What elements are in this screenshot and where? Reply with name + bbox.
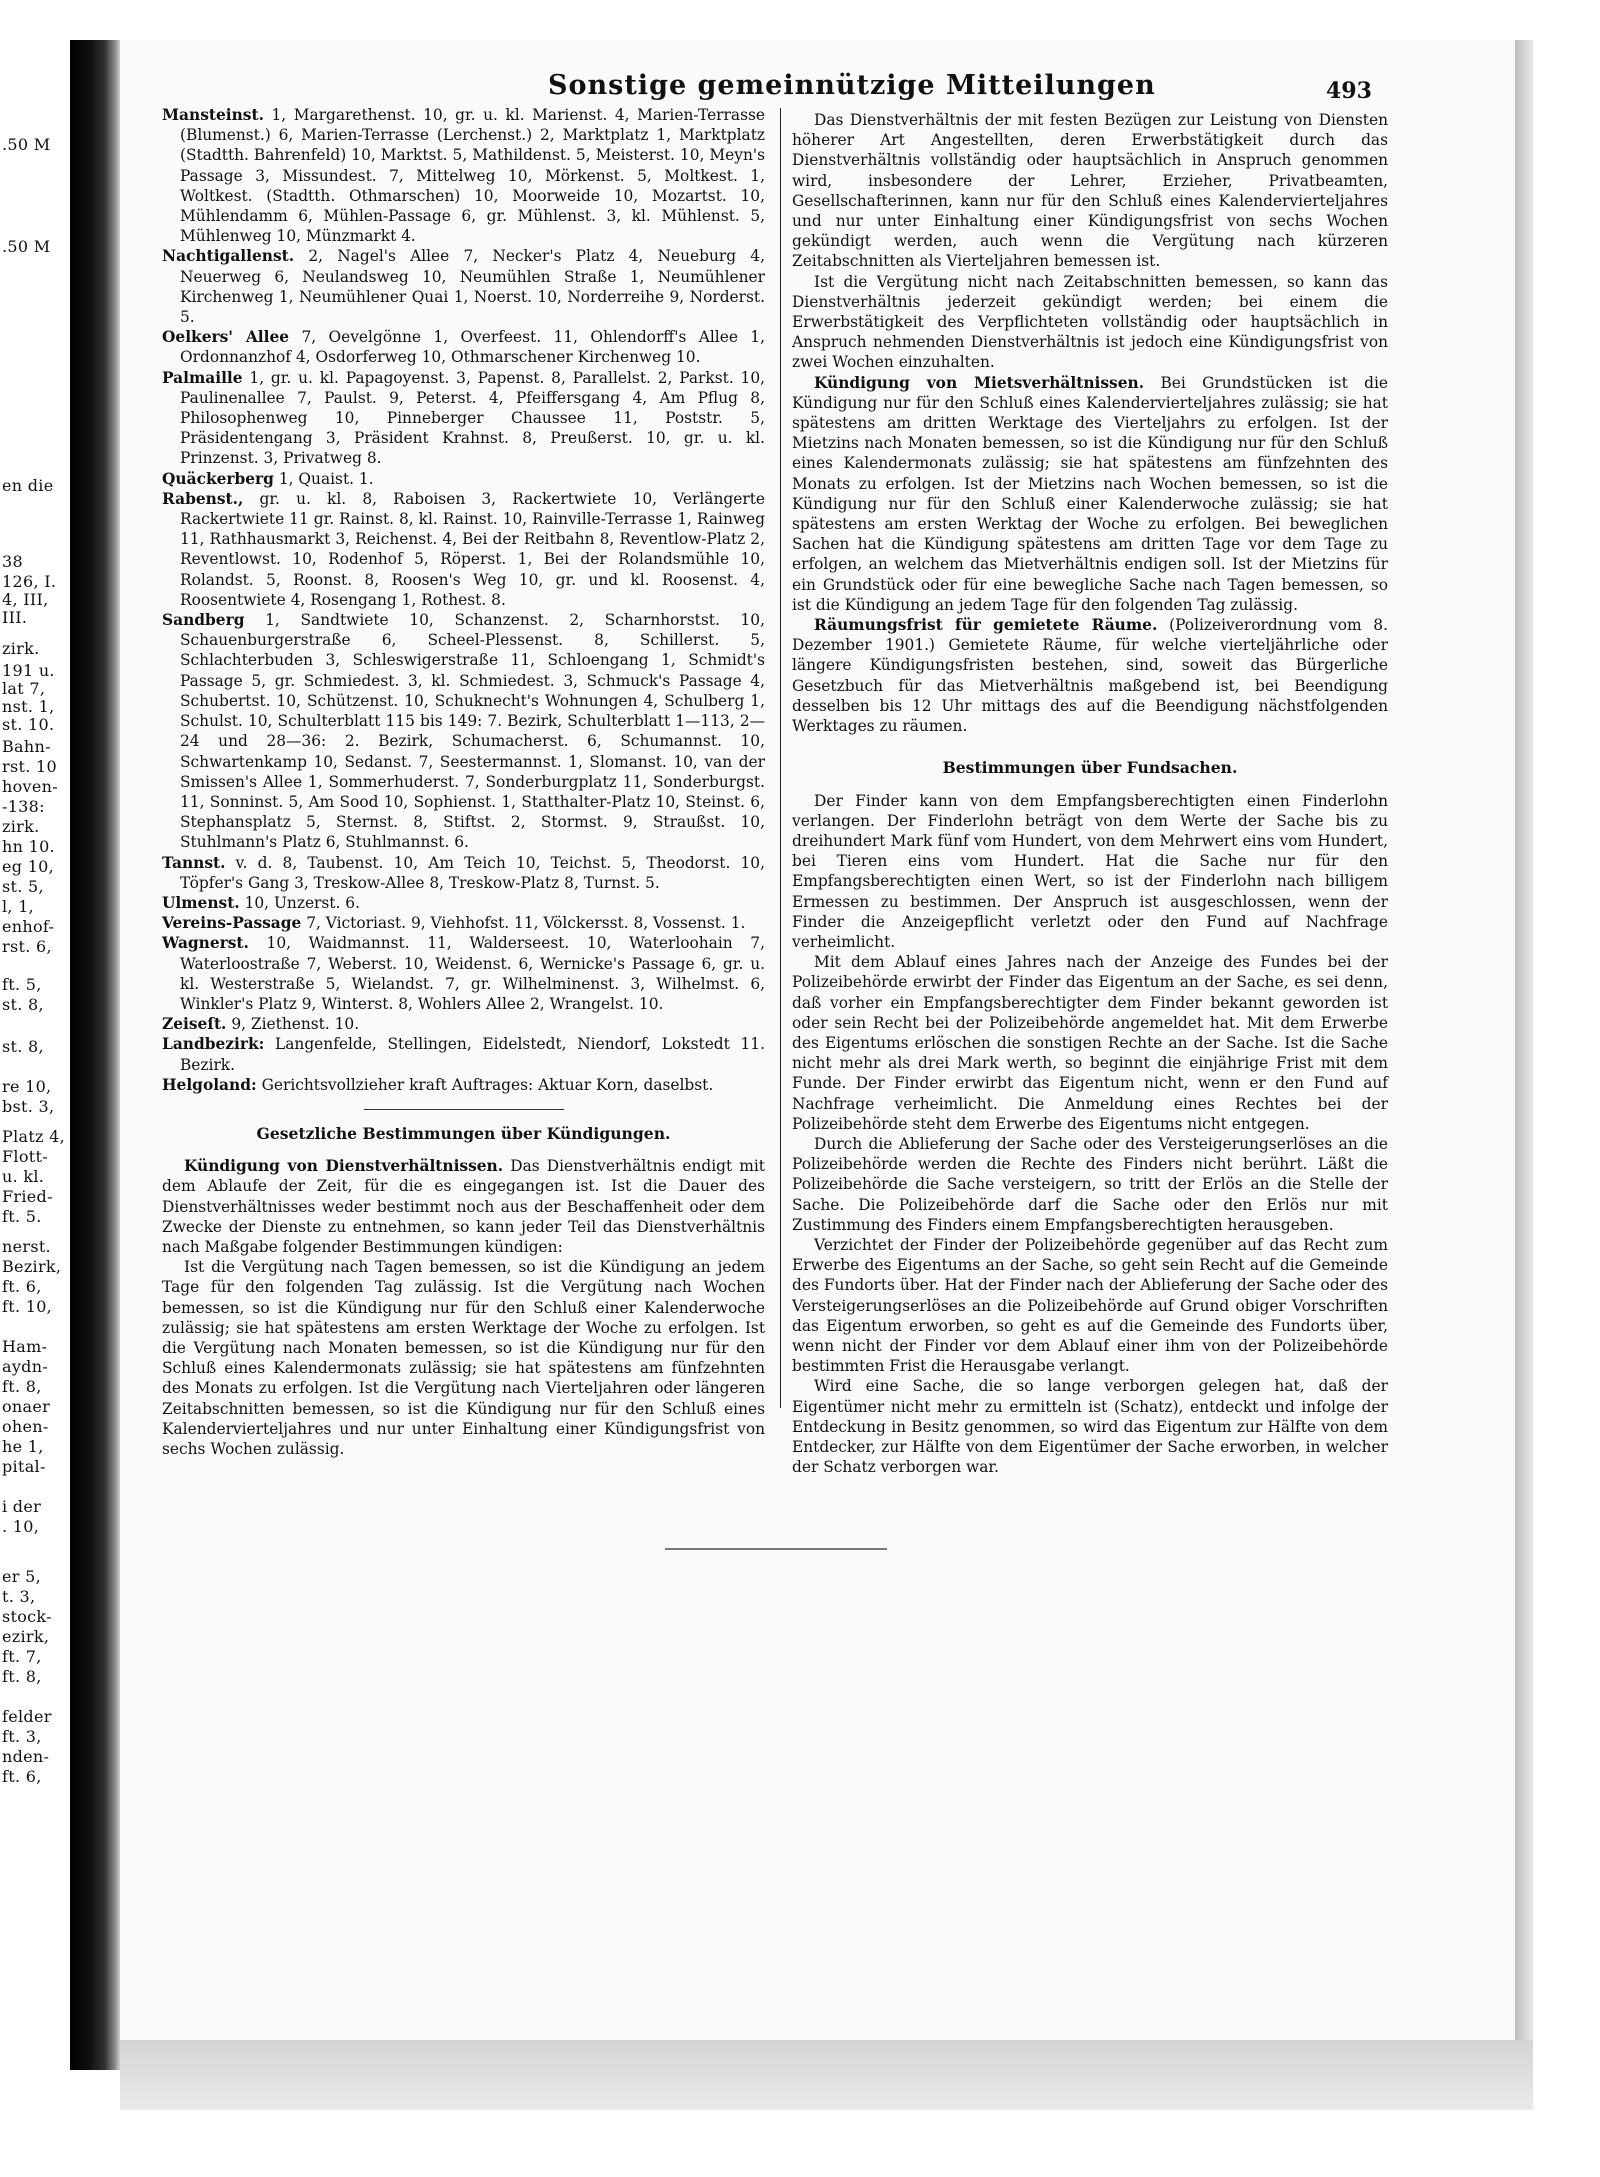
previous-page-fragment: st. 5,: [2, 877, 44, 896]
entry-lead: Rabenst.,: [162, 489, 244, 508]
previous-page-fragment: Ham-: [2, 1337, 48, 1356]
previous-page-fragment: ft. 8,: [2, 1377, 42, 1396]
entry-lead: Zeiseſt.: [162, 1015, 227, 1034]
entry-lead: Wagnerst.: [162, 934, 249, 953]
previous-page-fragment: nden-: [2, 1747, 50, 1766]
running-header-title: Sonstige gemeinnützige Mitteilungen: [548, 70, 1156, 101]
paragraph-text: Das Dienstverhältnis endigt mit dem Ablaufe der Zeit, für die es eingegangen ist. Ist die Dauer des Dienstverhältnisses weder bestimmt noch aus der Beschaffenheit oder dem Zwecke der Dienste zu entnehmen, so kann jeder Teil das Dienstverhältnis nach Maßgabe folgender Bestimmungen kündigen:: [162, 1157, 765, 1256]
previous-page-fragment: hn 10.: [2, 837, 55, 856]
paragraph-heading: Räumungsfrist für gemietete Räume.: [814, 616, 1158, 635]
entry-text: 7, Victoriast. 9, Viehhofst. 11, Völckersst. 8, Vossenst. 1.: [306, 914, 746, 933]
address-entry: [162, 469, 765, 489]
body-paragraph: [792, 1235, 1388, 1376]
previous-page-fragment: i der: [2, 1497, 42, 1516]
entry-lead: Helgoland:: [162, 1075, 257, 1094]
previous-page-fragment: ft. 7,: [2, 1647, 42, 1666]
address-entry: [162, 610, 765, 852]
body-paragraph: [162, 1257, 765, 1459]
previous-page-fragment: ohen-: [2, 1417, 49, 1436]
previous-page-fragment: en die: [2, 476, 54, 495]
entry-lead: Ulmenst.: [162, 893, 240, 912]
address-entry: [162, 1034, 765, 1074]
previous-page-fragment: Platz 4,: [2, 1127, 66, 1146]
previous-page-fragment: ft. 5.: [2, 1207, 42, 1226]
entry-text: Gerichtsvollzieher kraft Auftrages: Aktuar Korn, daselbst.: [261, 1075, 714, 1094]
previous-page-fragment: st. 8,: [2, 995, 44, 1014]
previous-page-fragment: aydn-: [2, 1357, 49, 1376]
body-paragraph: [162, 1156, 765, 1257]
entry-lead: Nachtigallenst.: [162, 247, 295, 266]
body-paragraph: [792, 1376, 1388, 1477]
previous-page-fragment: enhof-: [2, 917, 55, 936]
paragraph-text: Verzichtet der Finder der Polizeibehörde gegenüber auf das Recht zum Erwerbe des Eigentums an der Sache, so geht sein Recht auf die Gemeinde des Fundorts über. Hat der Finder nach der Ablieferung der Sache oder des Versteigerungserlöses an die Polizeibehörde auf Grund obiger Vorschriften das Eigentum erworben, so geht es auf die Gemeinde des Fundorts über, wenn nicht der Finder vor dem Ablauf einer ihm von der Polizeibehörde bestimmten Frist die Herausgabe verlangt.: [792, 1235, 1388, 1376]
previous-page-fragment: zirk.: [2, 639, 40, 658]
address-entry: [162, 489, 765, 610]
previous-page-fragment: ft. 10,: [2, 1297, 53, 1316]
previous-page-fragment: re 10,: [2, 1077, 52, 1096]
previous-page-fragment: eg 10,: [2, 857, 55, 876]
entry-text: 7, Oevelgönne 1, Overfeest. 11, Ohlendorff's Allee 1, Ordonnanzhof 4, Osdorferweg 10, Othmarschener Kirchenweg 10.: [180, 328, 765, 367]
previous-page-fragment: nst. 1,: [2, 697, 55, 716]
paragraph-text: Wird eine Sache, die so lange verborgen gelegen hat, daß der Eigentümer nicht mehr zu ermitteln ist (Schatz), entdeckt und infolge der Entdeckung in Besitz genommen, so wird das Eigentum zur Hälfte von dem Entdecker, zur Hälfte von dem Eigentümer der Sache erworben, in welcher der Schatz verborgen war.: [792, 1377, 1388, 1477]
previous-page-fragment: u. kl.: [2, 1167, 45, 1186]
entry-text: 1, gr. u. kl. Papagoyenst. 3, Papenst. 8, Parallelst. 2, Parkst. 10, Paulinenallee 7, Paulst. 9, Peterst. 4, Pfeiffersgang 4, Am Pflug 8, Philosophenweg 10, Pinneberger Chaussee 11, Poststr. 5, Präsidentengang 3, Präsident Krahnst. 8, Preußerst. 10, gr. u. kl. Prinzenst. 3, Privatweg 8.: [180, 368, 765, 468]
previous-page-fragment: rst. 6,: [2, 937, 52, 956]
address-entry: [162, 246, 765, 327]
previous-page-fragment: 126, I.: [2, 572, 57, 591]
entry-text: 1, Sandtwiete 10, Schanzenst. 2, Scharnhorstst. 10, Schauenburgerstraße 6, Scheel-Plessenst. 8, Schillerst. 5, Schlachterbuden 3, Schleswigerstraße 11, Schloengang 1, Schmidt's Passage 5, gr. Schmiedest. 3, kl. Schmiedest. 3, Schmuck's Passage 4, Schubertst. 10, Schützenst. 10, Schuknecht's Wohnungen 4, Schulberg 1, Schulst. 10, Schulterblatt 115 bis 149: 7. Bezirk, Schulterblatt 1—113, 2—24 und 28—36: 2. Bezirk, Schumacherst. 6, Schumannst. 10, Schwartenkamp 10, Sedanst. 7, Seestermannst. 1, Slomanst. 10, van der Smissen's Allee 1, Sommerhuderst. 7, Sonderburgplatz 11, Sonderburgst. 11, Sonninst. 5, Am Sood 10, Sophienst. 1, Statthalter-Platz 10, Steinst. 6, Stephansplatz 5, Sternst. 8, Stiftst. 2, Stormst. 9, Straußst. 10, Stuhlmann's Platz 6, Stuhlmannst. 6.: [180, 611, 765, 852]
address-entry: [162, 368, 765, 469]
previous-page-fragment: 4, III,: [2, 590, 49, 609]
previous-page-fragment: felder: [2, 1707, 52, 1726]
entry-text: 1, Margarethenst. 10, gr. u. kl. Marienst. 4, Marien-Terrasse (Blumenst.) 6, Marien-Terrasse (Lerchenst.) 2, Marktplatz 1, Marktplatz (Stadtth. Bahrenfeld) 10, Marktst. 5, Mathildenst. 5, Meisterst. 10, Meyn's Passage 3, Missundest. 7, Mittelweg 10, Mörkenst. 5, Moltkest. 1, Woltkest. (Stadtth. Othmarschen) 10, Moorweide 10, Mozartst. 10, Mühlendamm 6, Mühlen-Passage 6, gr. Mühlenst. 3, kl. Mühlenst. 5, Mühlenweg 10, Münzmarkt 4.: [180, 106, 765, 246]
book-gutter: [70, 40, 120, 2070]
previous-page-fragment: ft. 8,: [2, 1667, 42, 1686]
previous-page-fragment: .50 M: [2, 237, 51, 256]
body-paragraph: [792, 272, 1388, 373]
kuendigung-text: [162, 1156, 765, 1459]
entry-lead: Sandberg: [162, 611, 245, 630]
entry-lead: Quäckerberg: [162, 469, 274, 488]
address-entry: [162, 105, 765, 246]
paragraph-text: Bei Grundstücken ist die Kündigung nur für den Schluß eines Kalendervierteljahres zulässig; sie hat spätestens am dritten Werktage des Vierteljahrs zu erfolgen. Ist der Mietzins nach Monaten bemessen, so ist die Kündigung nur für den Schluß eines Kalendermonats zulässig; sie hat spätestens am fünfzehnten des Monats zu erfolgen. Ist der Mietzins nach Wochen bemessen, so ist die Kündigung nur für den Schluß einer Kalenderwoche zulässig; sie hat spätestens am ersten Werktag der Woche zu erfolgen. Bei beweglichen Sachen hat die Kündigung spätestens am dritten Tage vor dem Tage zu erfolgen, an welchem das Mietverhältnis endigen soll. Ist der Mietzins für ein Grundstück oder für eine bewegliche Sache nach Tagen bemessen, so ist die Kündigung an jedem Tage für den folgenden Tag zulässig.: [792, 373, 1388, 614]
paragraph-heading: Kündigung von Dienstverhältnissen.: [184, 1157, 504, 1176]
previous-page-fragment: stock-: [2, 1607, 52, 1626]
previous-page-fragment: er 5,: [2, 1567, 41, 1586]
previous-page-fragment: l, 1,: [2, 897, 35, 916]
paragraph-text: Das Dienstverhältnis der mit festen Bezügen zur Leistung von Diensten höherer Art Angestellten, deren Erwerbstätigkeit durch das Dienstverhältnis vollständig oder hauptsächlich in Anspruch genommen wird, insbesondere der Lehrer, Erzieher, Privatbeamten, Gesellschafterinnen, kann nur für den Schluß eines Kalendervierteljahres und nur unter Einhaltung einer Kündigungsfrist von sechs Wochen gekündigt werden, auch wenn die Vergütung nach kürzeren Zeitabschnitten als Vierteljahren bemessen ist.: [792, 111, 1388, 271]
address-list: [162, 105, 765, 1095]
section-title-kuendigungen: Gesetzliche Bestimmungen über Kündigungen.: [256, 1123, 671, 1143]
address-entry: [162, 853, 765, 893]
entry-lead: Vereins-Passage: [162, 914, 302, 933]
previous-page-fragment: . 10,: [2, 1517, 40, 1536]
entry-lead: Palmaille: [162, 368, 243, 387]
previous-page-fragment: st. 8,: [2, 1037, 44, 1056]
kuendigung-continued-text: [792, 110, 1388, 736]
entry-text: Langenfelde, Stellingen, Eidelstedt, Niendorf, Lokstedt 11. Bezirk.: [180, 1035, 765, 1074]
previous-page-fragment: zirk.: [2, 817, 40, 836]
paragraph-text: Mit dem Ablauf eines Jahres nach der Anzeige des Fundes bei der Polizeibehörde erwirbt der Finder das Eigentum an der Sache, es sei denn, daß vorher ein Empfangsberechtigter dem Finder bekannt geworden ist oder sein Recht bei der Polizeibehörde angemeldet hat. Mit dem Erwerbe des Eigentums erlöschen die sonstigen Rechte an der Sache. Ist die Sache nicht mehr als drei Mark werth, so beginnt die einjährige Frist mit dem Funde. Der Finder erwirbt das Eigentum nicht, wenn er den Fund auf Nachfrage verheimlicht. Die Anmeldung eines Rechtes bei der Polizeibehörde steht dem Erwerbe des Eigentums nicht entgegen.: [792, 953, 1388, 1133]
paragraph-text: Ist die Vergütung nach Tagen bemessen, so ist die Kündigung an jedem Tage für den folgenden Tag zulässig. Ist die Vergütung nach Wochen bemessen, so ist die Kündigung nur für den Schluß einer Kalenderwoche zulässig; sie hat spätestens am ersten Werktage der Woche zu erfolgen. Ist die Vergütung nach Monaten bemessen, so ist die Kündigung nur für den Schluß eines Kalendermonats zulässig; sie hat spätestens am fünfzehnten des Monats zu erfolgen. Ist die Vergütung nach Vierteljahren oder längeren Zeitabschnitten bemessen, so ist die Kündigung nur für den Schluß eines Kalendervierteljahres und nur unter Einhaltung einer Kündigungsfrist von sechs Wochen zulässig.: [162, 1258, 765, 1458]
previous-page-fragment: Bezirk,: [2, 1257, 62, 1276]
previous-page-fragment: Flott-: [2, 1147, 48, 1166]
previous-page-fragment: ft. 6,: [2, 1277, 42, 1296]
entry-lead: Oelkers' Allee: [162, 328, 290, 347]
left-column: [162, 105, 765, 1459]
paragraph-text: (Polizeiverordnung vom 8. Dezember 1901.) Gemietete Räume, für welche vierteljährliche oder längere Kündigungsfristen bestehen, sind, soweit das Bürgerliche Gesetzbuch für das Mietverhältnis maßgebend ist, bei Beendigung desselben bis 12 Uhr mittags des auf die Beendigung nächstfolgenden Werktages zu räumen.: [792, 616, 1388, 736]
entry-text: v. d. 8, Taubenst. 10, Am Teich 10, Teichst. 5, Theodorst. 10, Töpfer's Gang 3, Treskow-Allee 8, Treskow-Platz 8, Turnst. 5.: [180, 853, 765, 892]
body-paragraph: [792, 373, 1388, 615]
previous-page-fragment: 38: [2, 552, 23, 571]
paragraph-text: Durch die Ablieferung der Sache oder des Versteigerungserlöses an die Polizeibehörde werden die Rechte des Finders nicht berührt. Läßt die Polizeibehörde die Sache versteigern, so tritt der Erlös an die Stelle der Sache. Die Polizeibehörde darf die Sache oder den Erlös nur mit Zustimmung des Finders einem Empfangsberechtigten herausgeben.: [792, 1134, 1388, 1234]
body-paragraph: [792, 110, 1388, 272]
previous-page-fragment: ezirk,: [2, 1627, 50, 1646]
column-divider: [780, 108, 781, 1408]
previous-page-fragment: pital-: [2, 1457, 46, 1476]
section-title-fundsachen: Bestimmungen über Fundsachen.: [942, 758, 1238, 778]
address-entry: [162, 913, 765, 933]
entry-text: 9, Ziethenst. 10.: [231, 1015, 360, 1034]
entry-lead: Tannst.: [162, 853, 226, 872]
previous-page-fragment: nerst.: [2, 1237, 51, 1256]
previous-page-fragment: III.: [2, 608, 28, 627]
previous-page-fragment: lat 7,: [2, 679, 46, 698]
address-entry: [162, 893, 765, 913]
page-number: 493: [1326, 78, 1372, 104]
paragraph-text: Ist die Vergütung nicht nach Zeitabschnitten bemessen, so kann das Dienstverhältnis jederzeit gekündigt werden; bei einem die Erwerbstätigkeit des Verpflichteten vollständig oder hauptsächlich in Anspruch nehmenden Dienstverhältnis ist jedoch eine Kündigungsfrist von zwei Wochen einzuhalten.: [792, 272, 1388, 372]
page-bottom-edge: [120, 2040, 1533, 2110]
previous-page-fragment: ft. 5,: [2, 975, 42, 994]
right-column: [792, 110, 1388, 1477]
body-paragraph: [792, 791, 1388, 953]
previous-page-fragment: hoven-: [2, 777, 58, 796]
end-rule: [665, 1548, 887, 1550]
previous-page-fragment: t. 3,: [2, 1587, 36, 1606]
previous-page-fragment: st. 10.: [2, 715, 55, 734]
entry-text: 2, Nagel's Allee 7, Necker's Platz 4, Neueburg 4, Neuerweg 6, Neulandsweg 10, Neumühlen Straße 1, Neumühlener Kirchenweg 1, Neumühlener Quai 1, Noerst. 10, Norderreihe 9, Norderst. 5.: [180, 247, 765, 327]
page-edge-shadow: [1515, 40, 1533, 2110]
body-paragraph: [792, 615, 1388, 736]
previous-page-fragment: .50 M: [2, 135, 51, 154]
fundsachen-text: [792, 791, 1388, 1478]
body-paragraph: [792, 1134, 1388, 1235]
entry-lead: Landbezirk:: [162, 1035, 265, 1054]
previous-page-fragment: ft. 6,: [2, 1767, 42, 1786]
entry-text: 10, Unzerst. 6.: [244, 893, 360, 912]
previous-page-fragment: Fried-: [2, 1187, 53, 1206]
entry-text: gr. u. kl. 8, Raboisen 3, Rackertwiete 10, Verlängerte Rackertwiete 11 gr. Rainst. 8, kl. Rainst. 10, Rainville-Terrasse 1, Rainweg 11, Rathhausmarkt 3, Reichenst. 4, Bei der Reitbahn 8, Reventlow-Platz 2, Reventlowst. 10, Rodenhof 5, Röperst. 1, Bei der Rolandsmühle 10, Rolandst. 5, Roonst. 8, Roosen's Weg 10, gr. und kl. Roosenst. 4, Roosentwiete 4, Rosengang 1, Rothest. 8.: [180, 489, 765, 609]
previous-page-fragment: -138:: [2, 797, 45, 816]
paragraph-text: Der Finder kann von dem Empfangsberechtigten einen Finderlohn verlangen. Der Finderlohn beträgt von dem Werte der Sache bis zu dreihundert Mark fünf vom Hundert, von dem Mehrwert eins vom Hundert, bei Tieren eins vom Hundert. Hat die Sache nur für den Empfangsberechtigten einen Wert, so ist der Finderlohn nach billigem Ermessen zu bestimmen. Der Anspruch ist ausgeschlossen, wenn der Finder die Anzeigepflicht verletzt oder den Fund auf Nachfrage verheimlicht.: [792, 791, 1388, 951]
previous-page-fragment: rst. 10: [2, 757, 57, 776]
section-rule: [364, 1109, 564, 1110]
previous-page-fragment: bst. 3,: [2, 1097, 55, 1116]
previous-page-fragment: Bahn-: [2, 737, 51, 756]
previous-page-fragment: he 1,: [2, 1437, 44, 1456]
address-entry: [162, 327, 765, 367]
address-entry: [162, 1014, 765, 1034]
address-entry: [162, 1075, 765, 1095]
body-paragraph: [792, 952, 1388, 1134]
address-entry: [162, 933, 765, 1014]
previous-page-fragment: 191 u.: [2, 661, 55, 680]
entry-text: 1, Quaist. 1.: [278, 469, 374, 488]
paragraph-heading: Kündigung von Mietsverhältnissen.: [814, 373, 1145, 392]
previous-page-fragment: onaer: [2, 1397, 51, 1416]
previous-page-fragment: ft. 3,: [2, 1727, 42, 1746]
entry-lead: Mansteinst.: [162, 106, 264, 124]
entry-text: 10, Waidmannst. 11, Walderseest. 10, Waterloohain 7, Waterloostraße 7, Weberst. 10, Weidenst. 6, Wernicke's Passage 6, gr. u. kl. Westerstraße 5, Wielandst. 7, gr. Wilhelminenst. 3, Wilhelmst. 6, Winkler's Platz 9, Winterst. 8, Wohlers Allee 2, Wrangelst. 10.: [180, 934, 765, 1013]
